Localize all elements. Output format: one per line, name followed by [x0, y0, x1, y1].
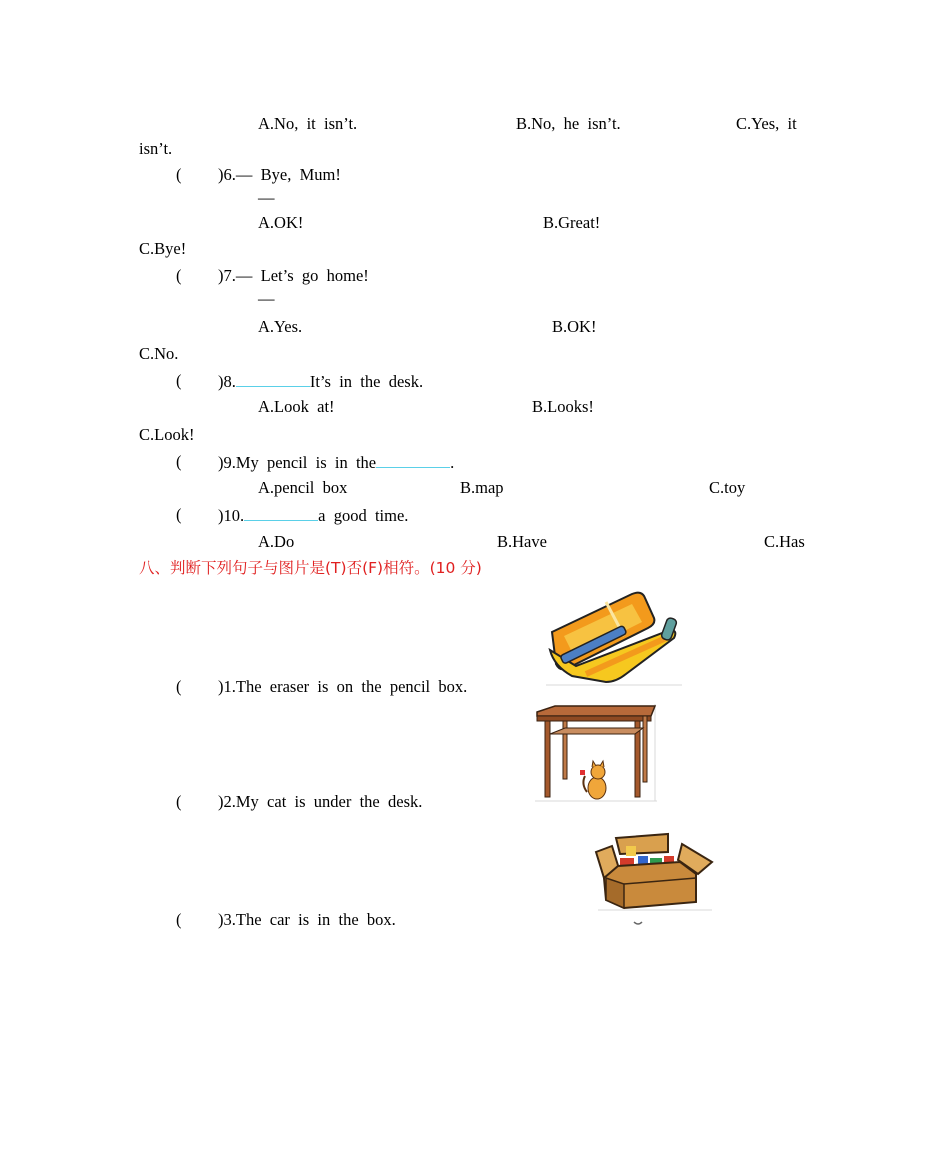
- q7-option-c: C.No.: [139, 344, 179, 363]
- q9-option-b: B.map: [460, 478, 504, 497]
- q9-stem-pre: )9.My pencil is in the: [218, 453, 377, 472]
- judge-1-text: )1.The eraser is on the pencil box.: [218, 677, 468, 696]
- q10-stem-pre: )10.: [218, 506, 245, 525]
- q7-option-b: B.OK!: [552, 317, 597, 336]
- q10-option-b: B.Have: [497, 532, 547, 551]
- desk-cat-icon: [535, 704, 657, 802]
- q7-paren[interactable]: (: [176, 266, 182, 285]
- q5-option-b: B.No, he isn’t.: [516, 114, 621, 133]
- q8-blank[interactable]: [236, 371, 310, 387]
- q8-stem-post: It’s in the desk.: [309, 372, 424, 391]
- q10-blank[interactable]: [244, 505, 318, 521]
- q10-option-c: C.Has: [764, 532, 805, 551]
- section-8-heading: 八、判断下列句子与图片是(T)否(F)相符。(10 分): [139, 559, 482, 577]
- q6-paren[interactable]: (: [176, 165, 182, 184]
- q6-dash: —: [258, 188, 275, 207]
- q10-stem-post: a good time.: [318, 506, 409, 525]
- q6-option-b: B.Great!: [543, 213, 601, 232]
- q9-stem: [218, 452, 454, 473]
- q5-option-c: C.Yes, it: [736, 114, 797, 133]
- q10-stem: [218, 505, 408, 526]
- q7-stem: )7.— Let’s go home!: [218, 266, 369, 285]
- q9-option-a: A.pencil box: [258, 478, 348, 497]
- q5-option-c-wrap: isn’t.: [139, 139, 173, 158]
- q8-option-a: A.Look at!: [258, 397, 335, 416]
- q9-blank[interactable]: [376, 452, 450, 468]
- q8-stem: [218, 371, 423, 392]
- q9-paren[interactable]: (: [176, 452, 182, 471]
- judge-1-paren[interactable]: (: [176, 677, 182, 696]
- q8-paren[interactable]: (: [176, 371, 182, 390]
- q8-option-c: C.Look!: [139, 425, 195, 444]
- judge-3-paren[interactable]: (: [176, 910, 182, 929]
- q10-paren[interactable]: (: [176, 505, 182, 524]
- q10-option-a: A.Do: [258, 532, 295, 551]
- q5-option-a: A.No, it isn’t.: [258, 114, 358, 133]
- judge-2-paren[interactable]: (: [176, 792, 182, 811]
- q6-stem: )6.— Bye, Mum!: [218, 165, 341, 184]
- toy-box-icon: [594, 832, 716, 928]
- judge-2-text: )2.My cat is under the desk.: [218, 792, 423, 811]
- judge-3-text: )3.The car is in the box.: [218, 910, 396, 929]
- q6-option-a: A.OK!: [258, 213, 304, 232]
- q9-option-c: C.toy: [709, 478, 746, 497]
- q6-option-c: C.Bye!: [139, 239, 187, 258]
- q7-dash: —: [258, 289, 275, 308]
- pencil-box-icon: [546, 588, 682, 686]
- q9-stem-post: .: [450, 453, 455, 472]
- q8-option-b: B.Looks!: [532, 397, 594, 416]
- q8-stem-pre: )8.: [218, 372, 236, 391]
- q7-option-a: A.Yes.: [258, 317, 303, 336]
